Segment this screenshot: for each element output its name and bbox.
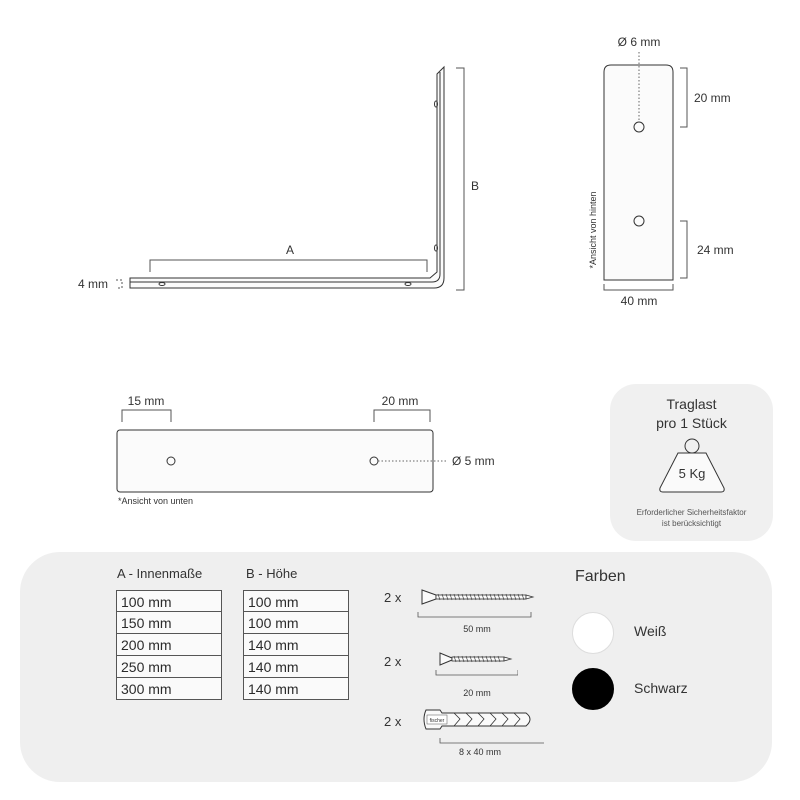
back-view-note: *Ansicht von hinten [588,191,598,269]
wall-plug-label: 8 x 40 mm [458,747,501,757]
size-a-cell: 200 mm [116,634,222,656]
dim-bottom-offset [680,221,687,278]
thickness-label: 4 mm [78,277,108,291]
size-b-cell: 140 mm [243,634,349,656]
hardware-qty: 2 x [384,590,402,605]
dim-right-offset [374,410,430,422]
dim-top-offset [680,68,687,127]
hardware-qty: 2 x [384,714,402,729]
dimension-a-line [150,260,427,272]
bottom-left-offset: 15 mm [127,394,165,408]
load-title-line1: Traglast [666,396,717,412]
size-b-cell: 140 mm [243,678,349,700]
bottom-view-note: *Ansicht von unten [118,496,194,506]
dim-width [604,284,673,290]
color-swatch-white[interactable] [572,612,614,654]
back-plate-outline [604,65,673,280]
color-swatch-black[interactable] [572,668,614,710]
short-screw-label: 20 mm [463,688,491,698]
wall-plug-icon [414,706,544,750]
dim-left-offset [122,410,171,422]
back-width: 40 mm [620,294,658,308]
back-view [604,52,687,290]
long-screw-label: 50 mm [463,624,491,634]
weight-value: 5 Kg [678,466,706,481]
size-a-cell: 250 mm [116,656,222,678]
size-table-b [243,590,349,700]
hardware-qty: 2 x [384,654,402,669]
colors-title: Farben [575,568,626,585]
color-label-white: Weiß [634,623,667,639]
size-a-cell: 100 mm [116,590,222,612]
col-b-header: B - Höhe [246,566,298,581]
short-screw-icon [434,648,518,688]
long-screw-icon [416,582,542,628]
size-b-cell: 100 mm [243,612,349,634]
wall-plug-brand: fischer [429,718,445,724]
col-a-header: A - Innenmaße [117,566,203,581]
back-bottom-offset: 24 mm [697,243,734,257]
dimension-b-line [456,68,464,290]
label-a: A [285,243,295,257]
size-a-cell: 150 mm [116,612,222,634]
hole-vertical-2 [435,245,438,251]
dimension-thickness-line [116,280,122,288]
weight-icon [652,436,732,496]
size-b-cell: 100 mm [243,590,349,612]
load-note-line2: ist berücksichtigt [661,519,722,528]
size-a-cell: 300 mm [116,678,222,700]
bottom-right-offset: 20 mm [381,394,419,408]
load-capacity-card [610,384,773,541]
spec-panel [20,552,772,782]
load-note-line1: Erforderlicher Sicherheitsfaktor [636,508,747,517]
load-title-line2: pro 1 Stück [656,415,727,431]
back-top-offset: 20 mm [694,91,731,105]
hole-vertical-1 [435,101,438,107]
back-hole-diameter: Ø 6 mm [617,35,661,49]
label-b: B [470,179,480,193]
size-table-a [116,590,222,700]
color-label-black: Schwarz [634,680,688,696]
size-b-cell: 140 mm [243,656,349,678]
bottom-hole-diameter: Ø 5 mm [452,454,495,468]
bottom-view [117,410,446,492]
